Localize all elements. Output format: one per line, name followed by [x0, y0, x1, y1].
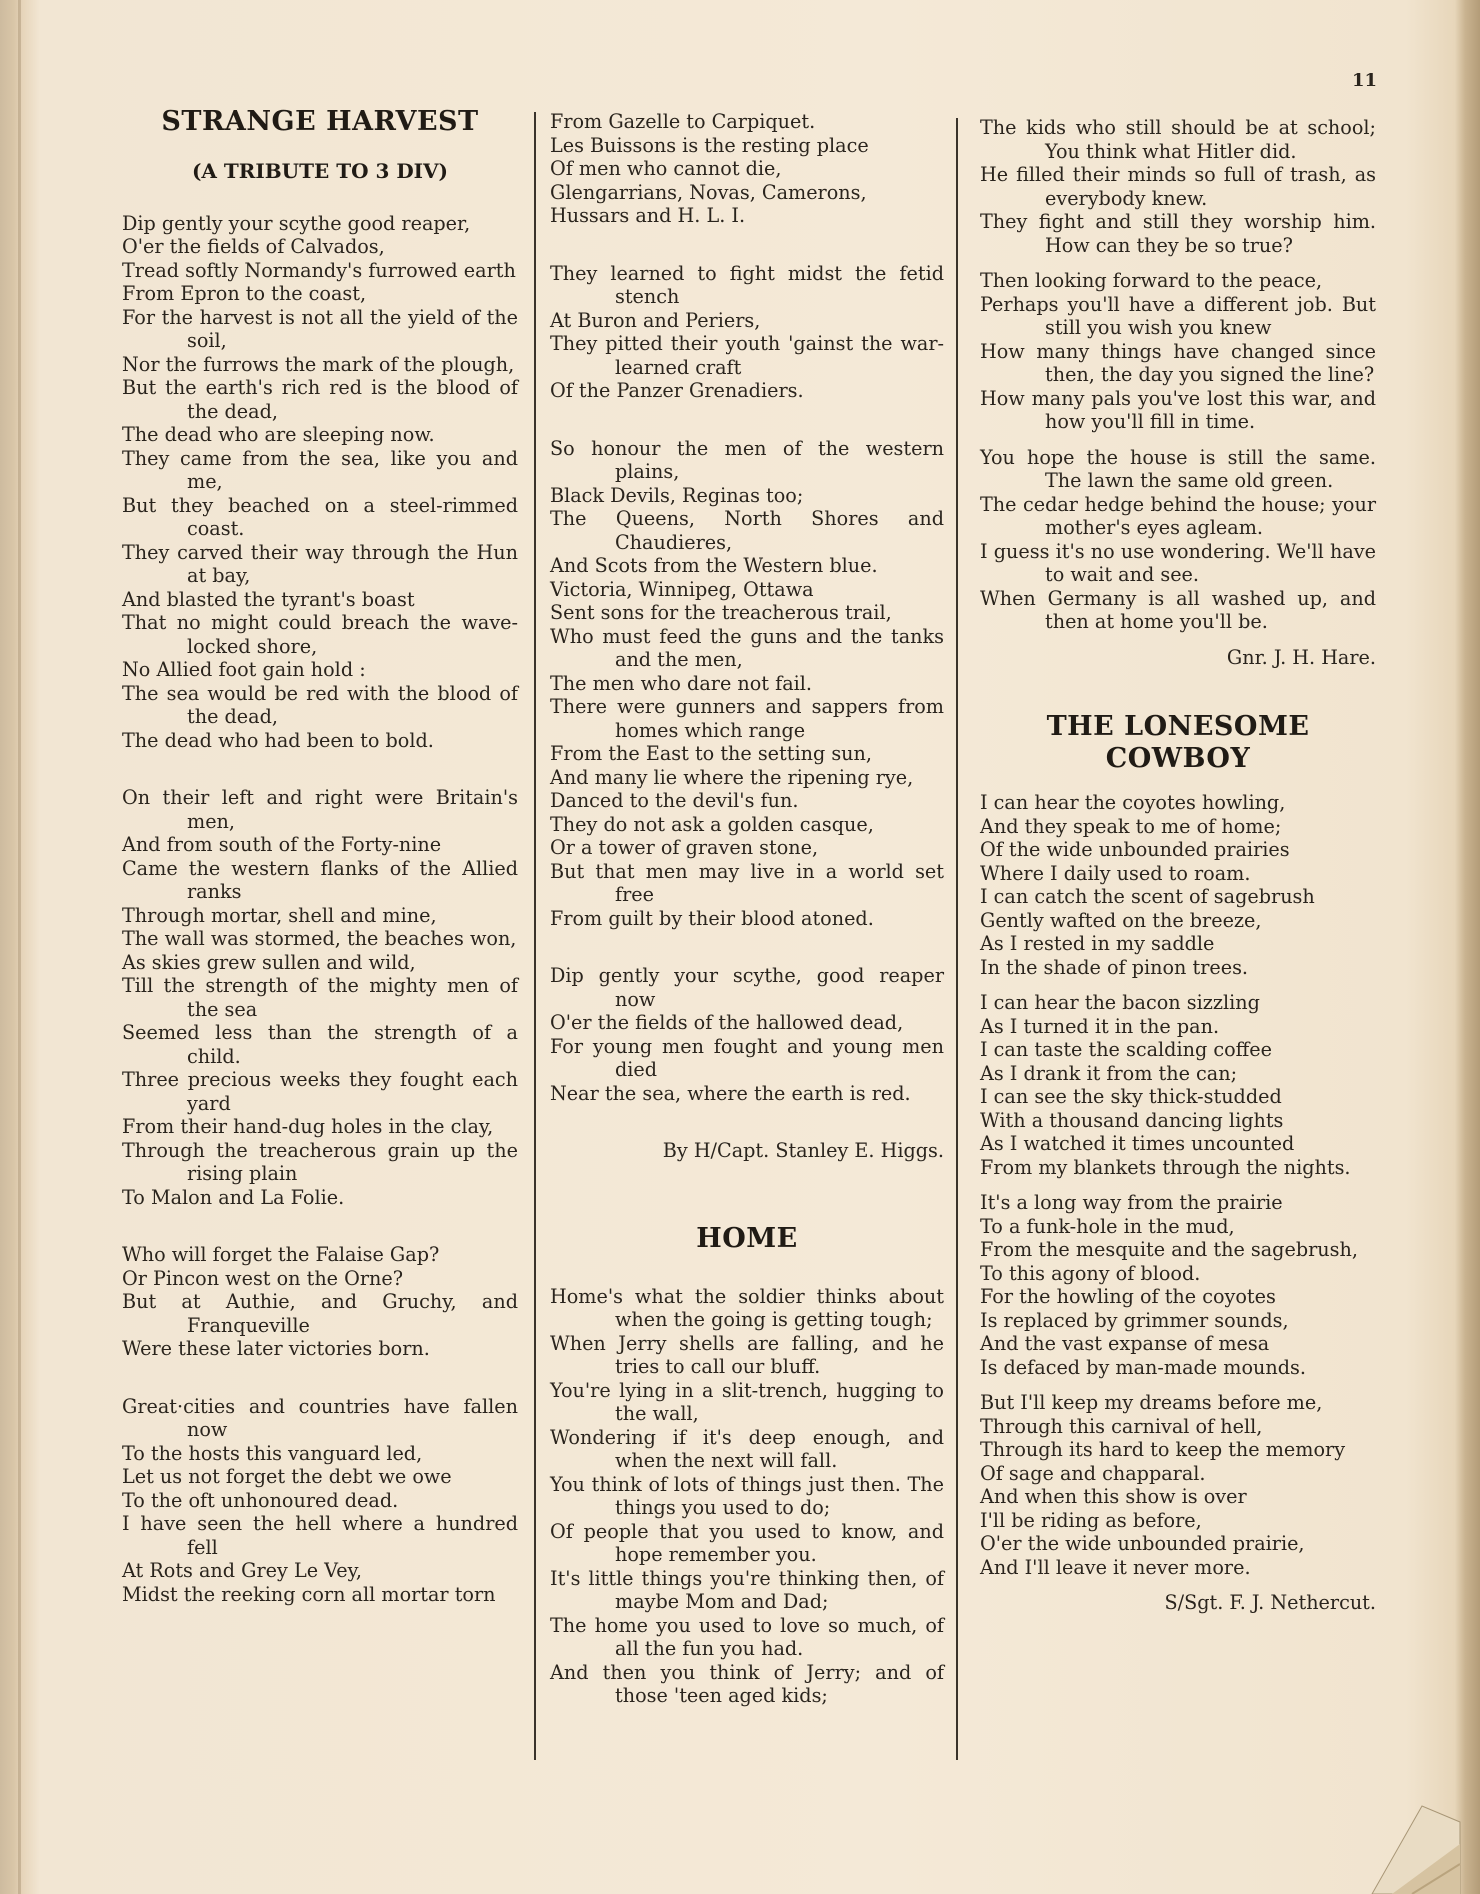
- poem-line: Who must feed the guns and the tanks and the men,: [550, 624, 944, 671]
- column-middle: [550, 110, 944, 1720]
- poem-line: Great·cities and countries have fallen now: [122, 1394, 518, 1441]
- poem-line: Or Pincon west on the Orne?: [122, 1266, 404, 1290]
- poem-line: They do not ask a golden casque,: [550, 812, 874, 836]
- poem-line: Dip gently your scythe good reaper,: [122, 211, 471, 235]
- poem-line: Of sage and chapparal.: [980, 1461, 1206, 1485]
- poem-line: And the vast expanse of mesa: [980, 1332, 1270, 1355]
- poem-line: I guess it's no use wondering. We'll have to wait and see.: [980, 539, 1376, 586]
- poem-line: But I'll keep my dreams before me,: [980, 1391, 1323, 1414]
- poem-line: Wondering if it's deep enough, and when the next will fall.: [550, 1425, 944, 1472]
- stanza: [980, 269, 1376, 434]
- poem-line: Through its hard to keep the memory: [980, 1438, 1346, 1461]
- poem-line: Midst the reeking corn all mortar torn: [122, 1582, 496, 1606]
- poem-line: From the East to the setting sun,: [550, 742, 872, 765]
- poem-line: The sea would be red with the blood of the dead,: [122, 681, 518, 728]
- poem-line: Sent sons for the treacherous trail,: [550, 601, 892, 624]
- stanza: [122, 1395, 518, 1607]
- poem-line: For the harvest is not all the yield of the soil,: [122, 305, 518, 352]
- poem-line: On their left and right were Britain's men,: [122, 786, 518, 833]
- poem-line: Is defaced by man-made mounds.: [980, 1355, 1306, 1379]
- poem-line: I can hear the bacon sizzling: [980, 991, 1260, 1014]
- poem-line: In the shade of pinon trees.: [980, 955, 1249, 979]
- stanza: [980, 446, 1376, 634]
- poem-line: Or a tower of graven stone,: [550, 836, 819, 859]
- poem-line: But that men may live in a world set free: [550, 859, 944, 906]
- poem-line: Where I daily used to roam.: [980, 861, 1251, 885]
- poem-line: I can catch the scent of sagebrush: [980, 885, 1315, 908]
- poem-line: Let us not forget the debt we owe: [122, 1465, 452, 1488]
- poem-line: Les Buissons is the resting place: [550, 133, 869, 157]
- poem-line: Then looking forward to the peace,: [980, 269, 1323, 292]
- stanza: [550, 262, 944, 403]
- poem-line: Came the western flanks of the Allied ranks: [122, 856, 518, 903]
- poem-line: So honour the men of the western plains,: [550, 436, 944, 483]
- poem-line: As I turned it in the pan.: [980, 1014, 1220, 1038]
- poem-line: From guilt by their blood atoned.: [550, 906, 874, 930]
- poem-line: Seemed less than the strength of a child.: [122, 1021, 518, 1068]
- poem-line: You're lying in a slit-trench, hugging to the wall,: [550, 1378, 944, 1425]
- poem-line: When Germany is all washed up, and then at home you'll be.: [980, 586, 1376, 633]
- poem-body-left: [122, 212, 518, 1607]
- poem-line: From Epron to the coast,: [122, 282, 367, 305]
- poem-line: He filled their minds so full of trash, as everybody knew.: [980, 163, 1376, 210]
- poem-line: No Allied foot gain hold :: [122, 658, 366, 681]
- author-byline-higgs: By H/Capt. Stanley E. Higgs.: [662, 1139, 944, 1162]
- poem-line: And I'll leave it never more.: [980, 1555, 1251, 1579]
- poem-line: And blasted the tyrant's boast: [122, 587, 415, 611]
- poem-line: It's a long way from the prairie: [980, 1191, 1283, 1214]
- poem-line: Of the wide unbounded prairies: [980, 838, 1290, 861]
- poem-line: Victoria, Winnipeg, Ottawa: [550, 577, 814, 601]
- poem-line: I can hear the coyotes howling,: [980, 791, 1286, 814]
- poem-line: As I drank it from the can;: [980, 1061, 1238, 1085]
- stanza: [550, 437, 944, 931]
- poem-line: Danced to the devil's fun.: [550, 789, 799, 812]
- poem-line: Through this carnival of hell,: [980, 1414, 1263, 1438]
- stanza: [122, 1243, 518, 1361]
- poem-line: As skies grew sullen and wild,: [122, 950, 416, 974]
- poem-line: They carved their way through the Hun at bay,: [122, 540, 518, 587]
- poem-line: Is replaced by grimmer sounds,: [980, 1308, 1289, 1332]
- stanza: [122, 212, 518, 753]
- poem-line: O'er the fields of Calvados,: [122, 235, 385, 258]
- poem-line: They came from the sea, like you and me,: [122, 446, 518, 493]
- poem-line: How many things have changed since then, the day you signed the line?: [980, 339, 1376, 386]
- poem-line: They pitted their youth 'gainst the war-learned craft: [550, 332, 944, 379]
- poem-line: That no might could breach the wave-locked shore,: [122, 611, 518, 658]
- poem-line: And then you think of Jerry; and of those 'teen aged kids;: [550, 1660, 944, 1707]
- stanza: [980, 1191, 1376, 1379]
- stanza: [550, 110, 944, 228]
- poem-line: I have seen the hell where a hundred fell: [122, 1512, 518, 1559]
- poem-line: Tread softly Normandy's furrowed earth: [122, 258, 516, 282]
- poem-line: As I rested in my saddle: [980, 932, 1215, 955]
- poem-line: To Malon and La Folie.: [122, 1185, 345, 1209]
- poem-line: For young men fought and young men died: [550, 1034, 944, 1081]
- poem-line: And when this show is over: [980, 1485, 1247, 1508]
- poem-line: Of the Panzer Grenadiers.: [550, 379, 804, 402]
- poem-line: With a thousand dancing lights: [980, 1108, 1284, 1132]
- poem-line: And many lie where the ripening rye,: [550, 765, 914, 789]
- poem-body-home: [550, 1285, 944, 1708]
- poem-line: Near the sea, where the earth is red.: [550, 1081, 911, 1105]
- poem-line: For the howling of the coyotes: [980, 1285, 1276, 1308]
- stanza: [122, 786, 518, 1209]
- poem-line: To the hosts this vanguard led,: [122, 1441, 423, 1465]
- poem-line: Three precious weeks they fought each yard: [122, 1068, 518, 1115]
- poem-line: O'er the wide unbounded prairie,: [980, 1532, 1305, 1555]
- poem-line: I can taste the scalding coffee: [980, 1038, 1272, 1061]
- poem-line: But at Authie, and Gruchy, and Franqueville: [122, 1290, 518, 1337]
- stanza: [550, 964, 944, 1105]
- poem-line: The dead who had been to bold.: [122, 728, 434, 752]
- poem-line: But they beached on a steel-rimmed coast.: [122, 493, 518, 540]
- poem-line: You think of lots of things just then. The things you used to do;: [550, 1472, 944, 1519]
- poem-line: To a funk-hole in the mud,: [980, 1214, 1235, 1238]
- poem-line: Of men who cannot die,: [550, 157, 782, 180]
- stanza: [980, 791, 1376, 979]
- poem-line: From my blankets through the nights.: [980, 1155, 1351, 1179]
- page-curl-corner: [1352, 1794, 1462, 1894]
- poem-line: Glengarrians, Novas, Camerons,: [550, 180, 867, 204]
- column-divider: [534, 112, 536, 1760]
- poem-line: Through the treacherous grain up the rising plain: [122, 1138, 518, 1185]
- poem-line: The dead who are sleeping now.: [122, 423, 435, 446]
- poem-line: The men who dare not fail.: [550, 671, 813, 695]
- poem-line: Of people that you used to know, and hope remember you.: [550, 1519, 944, 1566]
- poem-title-strange-harvest: STRANGE HARVEST: [161, 106, 479, 137]
- stanza: [550, 1285, 944, 1708]
- poem-line: Through mortar, shell and mine,: [122, 903, 437, 927]
- poem-line: O'er the fields of the hallowed dead,: [550, 1011, 904, 1034]
- poem-line: But the earth's rich red is the blood of the dead,: [122, 376, 518, 423]
- poem-line: Black Devils, Reginas too;: [550, 483, 804, 507]
- poem-line: They fight and still they worship him. How can they be so true?: [980, 210, 1376, 257]
- poem-line: Perhaps you'll have a different job. But still you wish you knew: [980, 292, 1376, 339]
- poem-line: Till the strength of the mighty men of the sea: [122, 974, 518, 1021]
- poem-line: When Jerry shells are falling, and he tries to call our bluff.: [550, 1331, 944, 1378]
- poem-line: I can see the sky thick-studded: [980, 1085, 1282, 1108]
- poem-title-lonesome-cowboy: THE LONESOME COWBOY: [1046, 711, 1310, 774]
- poem-line: Home's what the soldier thinks about when the going is getting tough;: [550, 1284, 944, 1331]
- poem-line: The home you used to love so much, of all the fun you had.: [550, 1613, 944, 1660]
- poem-line: The Queens, North Shores and Chaudieres,: [550, 507, 944, 554]
- poem-title-home: HOME: [696, 1222, 798, 1254]
- poem-line: From the mesquite and the sagebrush,: [980, 1238, 1358, 1261]
- column-left: [122, 106, 518, 1640]
- poem-line: It's little things you're thinking then, of maybe Mom and Dad;: [550, 1566, 944, 1613]
- poem-line: I'll be riding as before,: [980, 1508, 1202, 1532]
- poem-line: You hope the house is still the same. The lawn the same old green.: [980, 445, 1376, 492]
- poem-line: How many pals you've lost this war, and how you'll fill in time.: [980, 386, 1376, 433]
- author-byline-nethercut: S/Sgt. F. J. Nethercut.: [1164, 1591, 1376, 1614]
- poem-line: There were gunners and sappers from homes which range: [550, 695, 944, 742]
- poem-line: Were these later victories born.: [122, 1337, 430, 1360]
- poem-line: The kids who still should be at school; You think what Hitler did.: [980, 116, 1376, 163]
- poem-subtitle: (A TRIBUTE TO 3 DIV): [191, 159, 449, 183]
- poem-line: To this agony of blood.: [980, 1261, 1201, 1285]
- stanza: [980, 991, 1376, 1179]
- poem-line: And Scots from the Western blue.: [550, 554, 878, 577]
- poem-body-middle: [550, 110, 944, 1105]
- poem-line: To the oft unhonoured dead.: [122, 1488, 399, 1512]
- poem-line: Who will forget the Falaise Gap?: [122, 1243, 440, 1266]
- poem-line: Nor the furrows the mark of the plough,: [122, 352, 515, 376]
- poem-line: At Buron and Periers,: [550, 308, 761, 332]
- poem-line: Gently wafted on the breeze,: [980, 908, 1262, 932]
- column-right: [980, 116, 1376, 1615]
- poem-line: Hussars and H. L. I.: [550, 204, 746, 227]
- poem-line: The cedar hedge behind the house; your mother's eyes agleam.: [980, 492, 1376, 539]
- poem-line: At Rots and Grey Le Vey,: [122, 1559, 362, 1582]
- poem-line: The wall was stormed, the beaches won,: [122, 927, 517, 950]
- poem-line: From Gazelle to Carpiquet.: [550, 110, 816, 133]
- poem-line: And they speak to me of home;: [980, 814, 1282, 838]
- stanza: [980, 1391, 1376, 1579]
- poem-line: Dip gently your scythe, good reaper now: [550, 964, 944, 1011]
- stanza: [980, 116, 1376, 257]
- poem-line: They learned to fight midst the fetid stench: [550, 261, 944, 308]
- column-divider: [956, 118, 958, 1760]
- page-number: 11: [1351, 70, 1377, 91]
- poem-line: As I watched it times uncounted: [980, 1132, 1295, 1155]
- poem-body-cowboy: [980, 791, 1376, 1579]
- poem-line: And from south of the Forty-nine: [122, 833, 442, 856]
- author-byline-hare: Gnr. J. H. Hare.: [1226, 645, 1376, 669]
- poem-body-right: [980, 116, 1376, 634]
- page-binding-edge: [18, 0, 21, 1894]
- poem-line: From their hand-dug holes in the clay,: [122, 1115, 494, 1138]
